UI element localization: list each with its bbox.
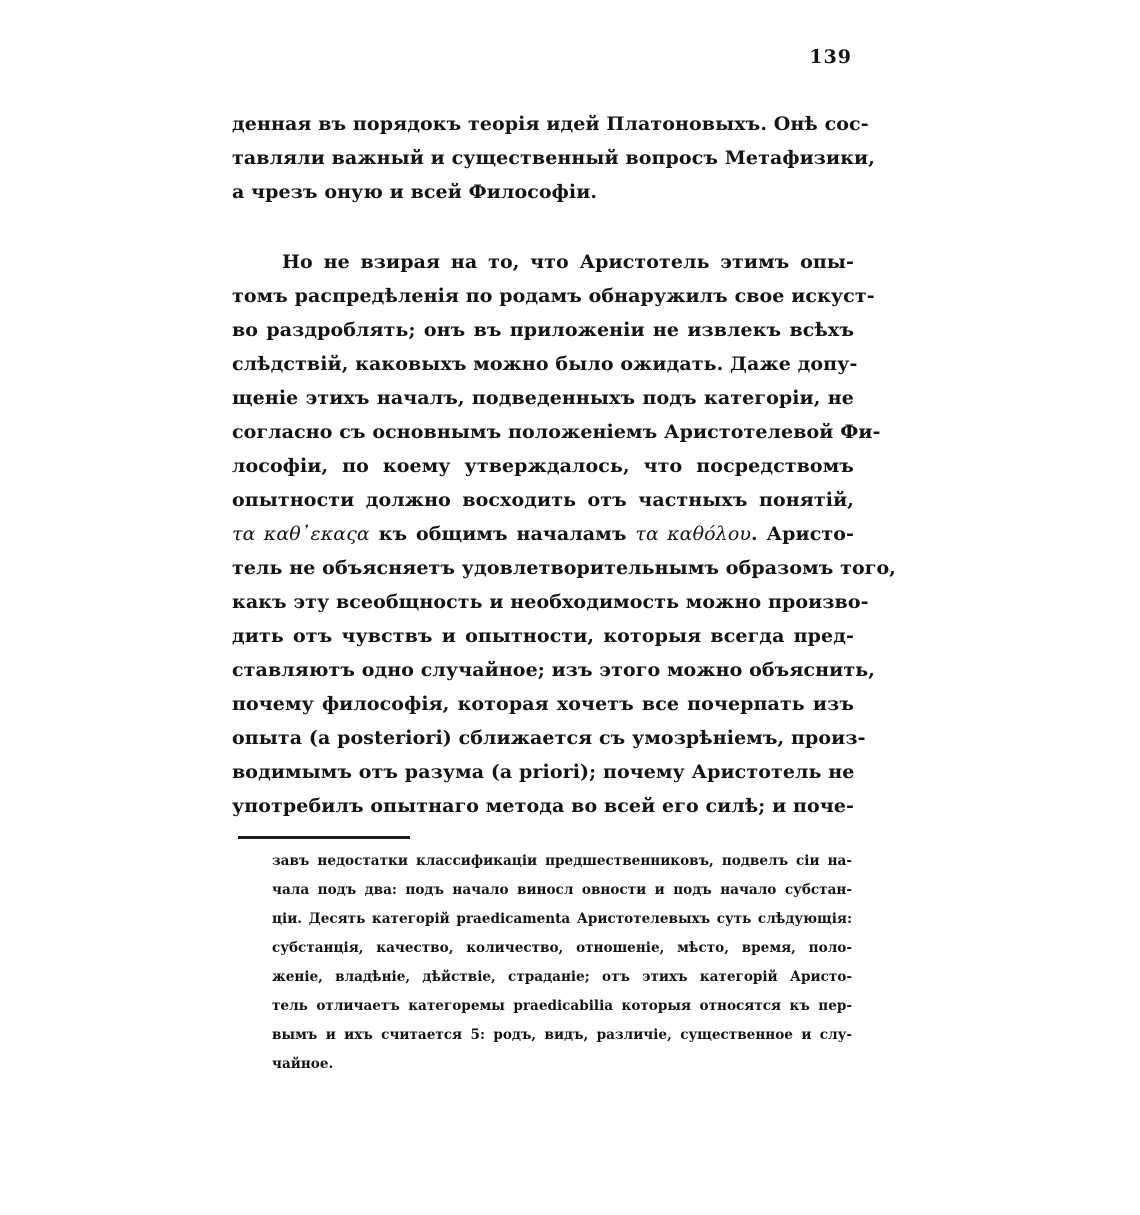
text-fragment: къ общимъ началамъ <box>378 523 627 545</box>
main-text <box>232 107 897 823</box>
text-line: Но не взирая на то, что Аристотель этимъ опы- <box>282 251 854 273</box>
footnote-line: ціи. Десять категорій praedicamenta Аристотелевыхъ суть слѣдующія: <box>272 911 852 927</box>
footnote-line: тель отличаетъ категоремы praedicabilia которыя относятся къ пер- <box>272 998 852 1014</box>
text-line: почему философія, которая хочетъ все почерпать изъ <box>232 693 854 715</box>
text-line: а чрезъ оную и всей Философіи. <box>232 181 598 203</box>
text-line: тавляли важный и существенный вопросъ Метафизики, <box>232 147 875 169</box>
footnote-line: субстанція, качество, количество, отношеніе, мѣсто, время, поло- <box>272 940 852 956</box>
text-line: тель не объясняетъ удовлетворительнымъ образомъ того, <box>232 557 897 579</box>
text-line: опытности должно восходить отъ частныхъ понятій, <box>232 489 854 511</box>
footnote-divider <box>238 836 410 839</box>
text-line: опыта (a posteriori) сближается съ умозрѣніемъ, произ- <box>232 727 866 749</box>
text-line: согласно съ основнымъ положеніемъ Аристотелевой Фи- <box>232 421 881 443</box>
text-line: употребилъ опытнаго метода во всей его силѣ; и поче- <box>232 795 854 817</box>
text-line: во раздроблять; онъ въ приложеніи не извлекъ всѣхъ <box>232 319 854 341</box>
text-line-greek <box>232 517 854 551</box>
text-line: ставляютъ одно случайное; изъ этого можно объяснить, <box>232 659 875 681</box>
footnote-line: женіе, владѣніе, дѣйствіе, страданіе; отъ этихъ категорій Аристо- <box>272 969 852 985</box>
footnote-line: вымъ и ихъ считается 5: родъ, видъ, различіе, существенное и слу- <box>272 1027 852 1043</box>
text-line: денная въ порядокъ теорія идей Платоновыхъ. Онѣ сос- <box>232 113 869 135</box>
greek-phrase: τα καθ᾽εκαςα <box>232 523 370 545</box>
footnote-line: чала подъ два: подъ начало виносл овности и подъ начало субстан- <box>272 882 852 898</box>
footnote-line: завъ недостатки классификаціи предшественниковъ, подвелъ сіи на- <box>272 853 852 869</box>
text-line: водимымъ отъ разума (a priori); почему Аристотель не <box>232 761 855 783</box>
footnote-line: чайное. <box>272 1056 334 1072</box>
text-fragment: . Аристо- <box>751 523 854 545</box>
page-number: 139 <box>809 46 852 68</box>
text-line: томъ распредѣленія по родамъ обнаружилъ свое искуст- <box>232 285 875 307</box>
text-line: какъ эту всеобщность и необходимость можно произво- <box>232 591 869 613</box>
greek-phrase: τα καθόλου <box>635 523 752 545</box>
paragraph-gap <box>232 209 854 245</box>
text-line: щеніе этихъ началъ, подведенныхъ подъ категоріи, не <box>232 387 854 409</box>
text-line: слѣдствій, каковыхъ можно было ожидать. Даже допу- <box>232 353 858 375</box>
footnote-text <box>272 847 852 1079</box>
text-line: дить отъ чувствъ и опытности, которыя всегда пред- <box>232 625 854 647</box>
text-line: лософіи, по коему утверждалось, что посредствомъ <box>232 455 854 477</box>
